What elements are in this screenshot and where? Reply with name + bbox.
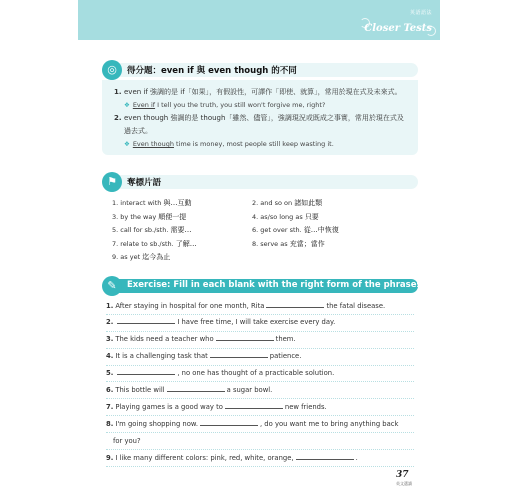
exercise-section-header (102, 276, 457, 296)
exercise-item: 7. Playing games is a good way to new friends. (106, 399, 414, 416)
exercise-list (102, 296, 418, 469)
phrase-item: 2. and so on 諸如此類 (252, 199, 323, 207)
phrase-section (102, 172, 418, 268)
answer-blank[interactable] (117, 369, 175, 375)
header-band (78, 0, 440, 40)
rule-section-title: 得分題：even if 與 even though 的不同 (127, 66, 297, 76)
flag-icon: ⚑ (102, 172, 122, 192)
exercise-item: 5. , no one has thought of a practicable solution. (106, 366, 414, 383)
rule-panel (102, 80, 418, 155)
exercise-item: 9. I like many different colors: pink, red, white, orange, . (106, 450, 414, 467)
rule-item: 2. even though 強調的是 though「雖然、儘管」，強調現況或既成之事實，常用於現在式及過去式。 (114, 114, 404, 135)
page-subtitle: 英文選讀 (396, 481, 412, 486)
rule-section (102, 60, 418, 155)
brand-block (364, 9, 432, 35)
phrase-item: 4. as/so long as 只要 (252, 212, 319, 221)
exercise-item: 4. It is a challenging task that patience. (106, 349, 414, 366)
phrase-item: 7. relate to sb./sth. 了解… (112, 239, 197, 248)
phrase-item: 5. call for sb./sth. 需要… (112, 226, 192, 234)
example-sentence: ❖ Even though time is money, most people still keep wasting it. (124, 140, 334, 148)
answer-blank[interactable] (167, 386, 225, 392)
answer-blank[interactable] (266, 302, 324, 308)
diamond-icon: ❖ (124, 101, 130, 109)
answer-blank[interactable] (200, 420, 258, 426)
brand-title: Closer Tests (364, 23, 432, 34)
phrase-item: 8. serve as 充當；當作 (252, 239, 325, 248)
diamond-icon: ❖ (124, 140, 130, 148)
brand-subtitle: 英語語法 (409, 10, 432, 16)
example-sentence: ❖ Even if I tell you the truth, you still won't forgive me, right? (124, 101, 326, 109)
phrase-item: 3. by the way 順便一提 (112, 212, 187, 221)
phrase-item: 1. interact with 與…互動 (112, 199, 192, 207)
exercise-section (102, 276, 457, 469)
exercise-item: 2. I have free time, I will take exercise every day. (106, 315, 414, 332)
phrase-item: 9. as yet 迄今為止 (112, 253, 171, 261)
answer-blank[interactable] (216, 335, 274, 341)
page-number: 37 (396, 470, 409, 480)
rule-section-header (102, 60, 418, 80)
exercise-item-continuation: for you? (106, 433, 414, 450)
phrase-section-header (102, 172, 418, 192)
answer-blank[interactable] (117, 318, 175, 324)
phrase-item: 6. get over sth. 從…中恢復 (252, 226, 339, 234)
answer-blank[interactable] (296, 454, 354, 460)
answer-blank[interactable] (225, 403, 283, 409)
target-icon: ◎ (102, 60, 122, 80)
exercise-item: 1. After staying in hospital for one month, Rita the fatal disease. (106, 298, 414, 315)
answer-blank[interactable] (210, 352, 268, 358)
exercise-item: 8. I'm going shopping now. , do you want me to bring anything back (106, 416, 414, 433)
exercise-item: 6. This bottle will a sugar bowl. (106, 382, 414, 399)
exercise-item: 3. The kids need a teacher who them. (106, 332, 414, 349)
phrase-section-title: 奪標片語 (127, 178, 162, 188)
pen-icon: ✎ (102, 276, 122, 296)
exercise-section-title: Exercise: Fill in each blank with the right form of the phrases above. (127, 280, 457, 290)
rule-item: 1. even if 強調的是 if「如果」，有假設性，可譯作「即使、就算」，常用於現在式及未來式。 (114, 88, 402, 96)
phrase-list (102, 192, 418, 268)
